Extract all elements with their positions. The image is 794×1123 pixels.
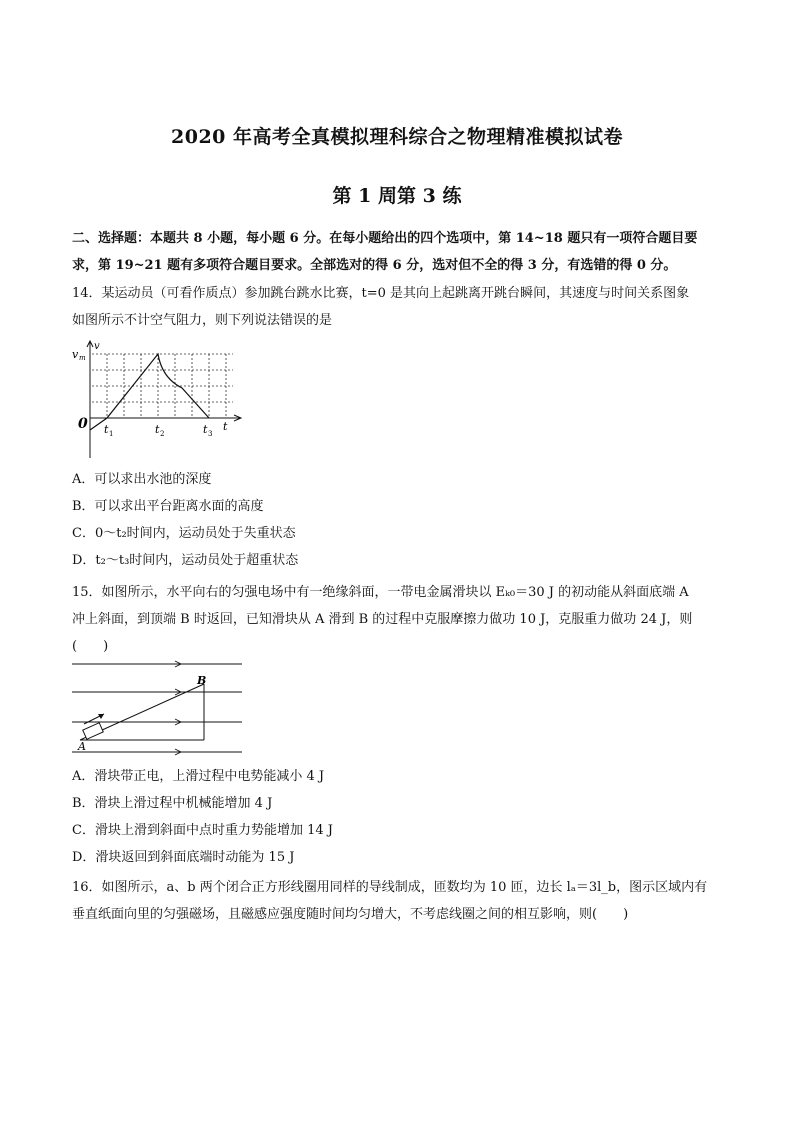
graph-axes [87, 341, 241, 458]
point-b-label: B [197, 674, 207, 687]
page-subtitle: 第 1 周第 3 练 [332, 185, 462, 207]
t-axis-label: t [223, 420, 228, 433]
t2-subscript: 2 [160, 430, 165, 438]
graph-grid [92, 354, 233, 418]
option-b[interactable]: B．可以求出平台距离水面的高度 [72, 499, 264, 514]
vm-subscript: m [79, 354, 86, 362]
section-instructions [72, 225, 732, 279]
option-a[interactable]: A．可以求出水池的深度 [72, 472, 212, 487]
option-c[interactable]: C．滑块上滑到斜面中点时重力势能增加 14 J [72, 823, 333, 838]
stem-line: 16．如图所示，a、b 两个闭合正方形线圈用同样的导线制成，匝数均为 10 匝，边长 lₐ＝3l_b，图示区域内有 [72, 880, 708, 895]
motion-arrow [84, 714, 104, 724]
stem-line: 冲上斜面，到顶端 B 时返回，已知滑块从 A 滑到 B 的过程中克服摩擦力做功 10 J，克服重力做功 24 J，则 [72, 612, 693, 627]
t3-label: t [203, 423, 208, 436]
option-d[interactable]: D．滑块返回到斜面底端时动能为 15 J [72, 850, 295, 865]
instructions-line: 求，第 19~21 题有多项符合题目要求。全部选对的得 6 分，选对但不全的得 3 分，有选错的得 0 分。 [72, 258, 677, 273]
origin-label: 0 [78, 416, 88, 432]
t1-subscript: 1 [109, 430, 114, 438]
incline-field-diagram [70, 656, 250, 756]
t3-subscript: 3 [208, 430, 213, 438]
velocity-curve [90, 354, 209, 430]
stem-line: 15．如图所示，水平向右的匀强电场中有一绝缘斜面，一带电金属滑块以 Eₖ₀＝30 J 的初动能从斜面底端 A [72, 585, 689, 600]
stem-line: ( ) [72, 639, 109, 654]
t1-label: t [104, 423, 109, 436]
question-16-stem [72, 874, 732, 928]
stem-line: 如图所示不计空气阻力，则下列说法错误的是 [72, 313, 333, 328]
question-15-stem [72, 579, 732, 660]
instructions-line: 二、选择题：本题共 8 小题，每小题 6 分。在每小题给出的四个选项中，第 14~18 题只有一项符合题目要 [72, 231, 698, 246]
option-a[interactable]: A．滑块带正电，上滑过程中电势能减小 4 J [72, 769, 325, 784]
stem-line: 14．某运动员（可看作质点）参加跳台跳水比赛，t=0 是其向上起跳离开跳台瞬间，其速度与时间关系图象 [72, 286, 690, 301]
electric-field-lines [72, 661, 242, 755]
option-d[interactable]: D．t₂～t₃时间内，运动员处于超重状态 [72, 553, 299, 568]
page-title: 2020 年高考全真模拟理科综合之物理精准模拟试卷 [171, 126, 623, 148]
velocity-time-graph [70, 338, 250, 460]
vm-label: v [72, 348, 79, 361]
stem-line: 垂直纸面向里的匀强磁场，且磁感应强度随时间均匀增大，不考虑线圈之间的相互影响，则( ) [72, 907, 629, 922]
v-axis-label: v [94, 341, 100, 352]
point-a-label: A [78, 740, 86, 753]
option-c[interactable]: C．0～t₂时间内，运动员处于失重状态 [72, 526, 296, 541]
question-14-stem [72, 280, 732, 334]
slider-block [83, 723, 104, 739]
t2-label: t [155, 423, 160, 436]
option-b[interactable]: B．滑块上滑过程中机械能增加 4 J [72, 796, 273, 811]
